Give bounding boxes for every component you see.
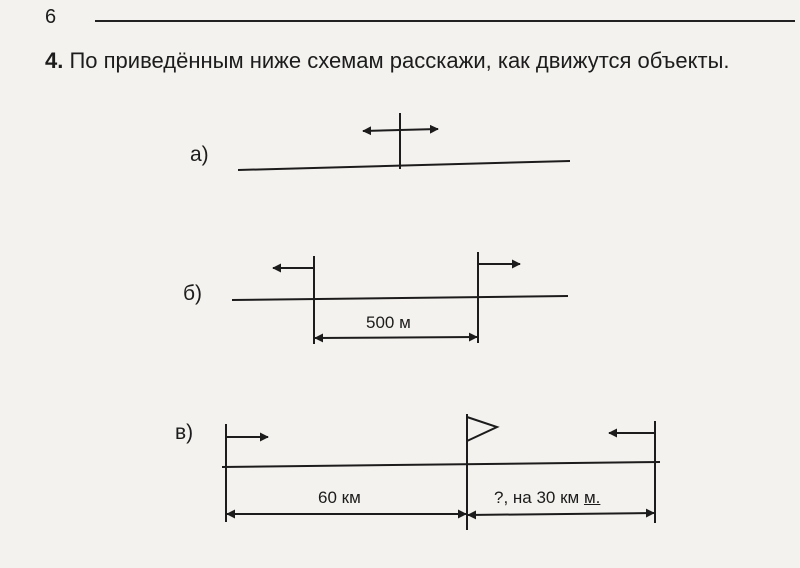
- scheme-c-distance-right-suffix: м.: [583, 488, 601, 507]
- page-number: 6: [45, 6, 57, 28]
- scheme-c-distance-left-label: 60 км: [318, 488, 361, 507]
- scheme-a-arrow-left: [363, 130, 400, 131]
- flag-icon: [467, 417, 497, 441]
- scheme-a-diagram: [238, 113, 570, 170]
- scheme-c-diagram: [222, 414, 660, 530]
- task-number: 4.: [45, 48, 64, 73]
- task-text: По приведённым ниже схемам расскажи, как движутся объекты.: [69, 48, 730, 73]
- scheme-a-label: а): [190, 143, 209, 166]
- scheme-c-distance-right-prefix: ?, на 30 км: [494, 488, 580, 507]
- scheme-c-distance-arrow-right: [468, 513, 654, 515]
- scheme-c-road: [222, 462, 660, 467]
- scheme-b-road: [232, 296, 568, 300]
- scheme-b-label: б): [183, 282, 203, 305]
- scheme-b-distance-label: 500 м: [366, 313, 411, 332]
- scheme-a-road: [238, 161, 570, 170]
- scheme-b-distance-arrow: [315, 337, 477, 338]
- scheme-c-label: в): [175, 421, 194, 444]
- scheme-a-arrow-right: [400, 129, 438, 130]
- scheme-c-distance-right-label: [494, 488, 600, 508]
